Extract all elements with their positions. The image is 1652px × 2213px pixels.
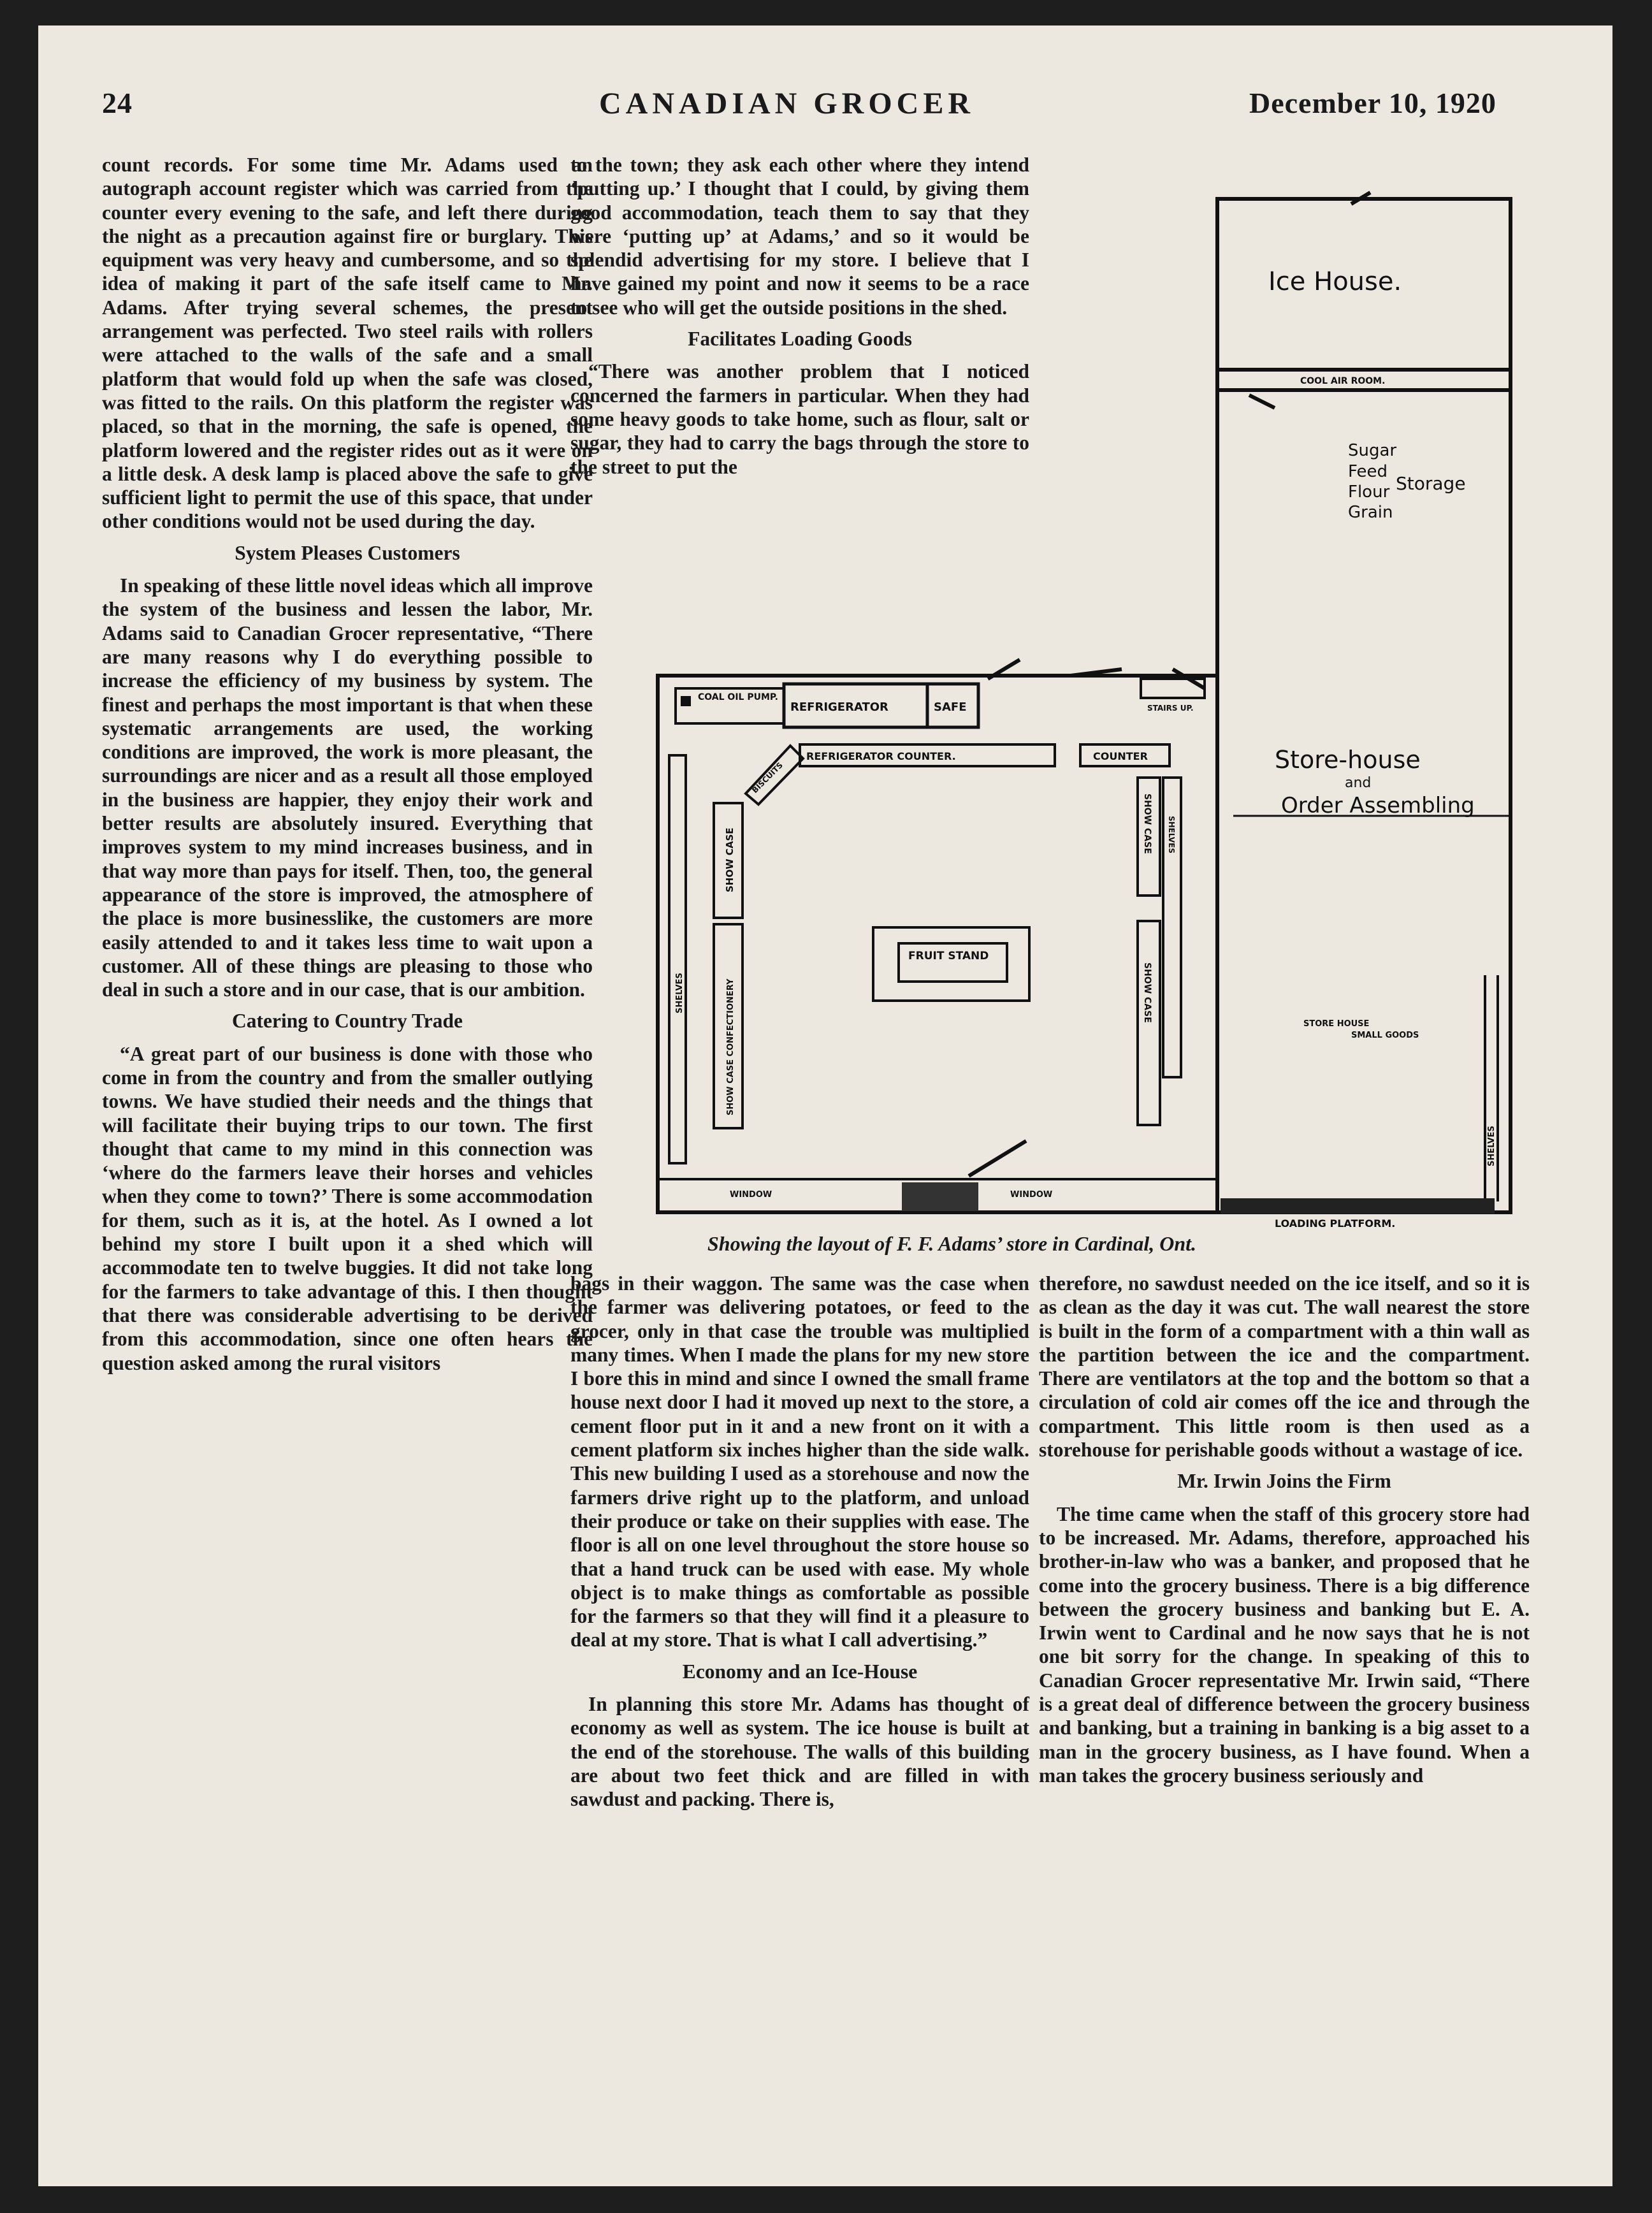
section-heading: Facilitates Loading Goods: [688, 328, 912, 351]
counter-label: COUNTER: [1093, 750, 1148, 762]
paragraph: In speaking of these little novel ideas which all improve the system of the business and lessen the labor, Mr. Adams said to Canadian Grocer representative, “There are many reasons why I do everything possible to increase the efficiency of my business by system. The finest and perhaps the most important is that when these systematic arrangements are used, the working conditions are improved, the work is more pleasant, the surroundings are nicer and as a result all those employed in the business are happier, they enjoy their work and better results are absolutely insured. Everything that improves system to my mind increases business, and in that way more than pays for itself. Then, too, the general appearance of the store is improved, the atmosphere of the place is more businesslike, the customers are more easily attended to and it takes less time to wait upon a customer. All of these things are pleasing to those who deal in such a store and in our case, that is our ambition.: [102, 574, 593, 1001]
section-heading: Catering to Country Trade: [232, 1010, 463, 1033]
column-3-bottom: [1039, 1272, 1530, 1787]
loading-platform: [1221, 1198, 1495, 1214]
entrance-mat: [902, 1182, 978, 1211]
issue-date: December 10, 1920: [1249, 87, 1496, 119]
column-2-bottom: [570, 1272, 1029, 1811]
coal-oil-pump-label: COAL OIL PUMP.: [698, 692, 778, 702]
cool-air-room-label: COOL AIR ROOM.: [1300, 376, 1386, 386]
shelves-right-label: SHELVES: [1487, 1126, 1496, 1166]
store-floor-plan: [612, 185, 1523, 1230]
paragraph: “A great part of our business is done with those who come in from the country and from the smaller outlying towns. We have studied their needs and the things that will facilitate their buying trips to our town. The first thought that came to my mind in this connection was ‘where do the farmers leave their horses and vehicles when they come to town?’ There is some accommodation for them, such as it is, at the hotel. As I owned a lot behind my store I built upon it a shed which will accommodate ten to twelve buggies. It did not take long for the farmers to take advantage of this. I then thought that there was considerable advertising to be derived from this accommodation, since one often hears the question asked among the rural visitors: [102, 1042, 593, 1374]
magazine-page: [38, 25, 1612, 2186]
loading-platform-label: LOADING PLATFORM.: [1275, 1217, 1396, 1230]
stairs-label: STAIRS UP.: [1147, 704, 1194, 713]
fruit-stand-label: FRUIT STAND: [908, 950, 989, 962]
paragraph: to the town; they ask each other where they intend ‘putting up.’ I thought that I could, by giving them good accommodation, teach them to say that they were ‘putting up’ at Adams,’ and so it would be splendid advertising for my store. I believe that I have gained my point and now it seems to be a race to see who will get the outside positions in the shed.: [570, 154, 1029, 319]
paragraph: count records. For some time Mr. Adams used an autograph account register which was carried from the counter every evening to the safe, and left there during the night as a precaution against fire or burglary. This equipment was very heavy and cumbersome, and so the idea of making it part of the safe itself came to Mr. Adams. After trying several schemes, the present arrangement was perfected. Two steel rails with rollers were attached to the walls of the safe and a small platform that would fold up when the safe was closed, was fitted to the rails. On this platform the register was placed, so that in the morning, the safe is opened, the platform lowered and the register rides out as it were on a little desk. A desk lamp is placed above the safe to give sufficient light to permit the use of this space, that under other conditions would not be used during the day.: [102, 154, 593, 533]
window-right-label: WINDOW: [1010, 1190, 1053, 1200]
paragraph: therefore, no sawdust needed on the ice itself, and so it is as clean as the day it was cut. The wall nearest the store is built in the form of a compartment with a thin wall as the partition between the ice and the compartment. There are ventilators at the top and the bottom so that a circulation of cold air comes off the ice and through the compartment. This little room is then used as a storehouse for perishable goods without a wastage of ice.: [1039, 1272, 1530, 1462]
biscuits-label: BISCUITS: [750, 760, 785, 795]
ice-house-label: Ice House.: [1268, 267, 1402, 296]
publication-title: CANADIAN GROCER: [599, 87, 975, 120]
paragraph: “There was another problem that I noticed concerned the farmers in particular. When they had some heavy goods to take home, such as flour, salt or sugar, they had to carry the bags through the store to the street to put the: [570, 360, 1029, 478]
feed-label: Feed: [1348, 462, 1388, 481]
storage-label: Storage: [1396, 473, 1466, 494]
show-case-confectionery-label: SHOW CASE CONFECTIONERY: [726, 978, 735, 1115]
safe-label: SAFE: [934, 700, 967, 714]
window-left-label: WINDOW: [730, 1190, 772, 1200]
refrigerator-counter-label: REFRIGERATOR COUNTER.: [806, 750, 956, 762]
paragraph: bags in their waggon. The same was the case when the farmer was delivering potatoes, or feed to the grocer, only in that case the trouble was multiplied many times. When I made the plans for my new store I bore this in mind and since I owned the small frame house next door I had it moved up next to the store, a cement floor put in it and a new front on it with a cement platform six inches higher than the side walk. This new building I used as a storehouse and now the farmers drive right up to the platform, and unload their produce or take on their supplies with ease. The floor is all on one level throughout the store house so that a hand truck can be used with ease. My whole object is to make things as comfortable as possible for the farmers so that they will find it a pleasure to deal at my store. That is what I call advertising.”: [570, 1272, 1029, 1651]
storehouse-label: Store-house: [1275, 746, 1421, 774]
shelves-left-label: SHELVES: [675, 973, 685, 1013]
and-label: and: [1345, 775, 1372, 791]
floor-plan-drawing: [612, 185, 1523, 1230]
refrigerator-label: REFRIGERATOR: [790, 700, 888, 714]
page-number: 24: [102, 87, 133, 119]
figure-caption: Showing the layout of F. F. Adams’ store in Cardinal, Ont.: [707, 1232, 1197, 1255]
storehouse-outline: [1217, 199, 1511, 1212]
show-case-right-bottom-label: SHOW CASE: [1142, 962, 1152, 1023]
paragraph: The time came when the staff of this grocery store had to be increased. Mr. Adams, therefore, approached his brother-in-law who was a banker, and proposed that he come into the grocery business. There is a big difference between the grocery business and banking but E. A. Irwin went to Cardinal and he now says that he is not one bit sorry for the change. In speaking of this to Canadian Grocer representative Mr. Irwin said, “There is a great deal of difference between the grocery business and banking, but a training in banking is a big asset to a man in the grocery business, as I have found. When a man takes the grocery business seriously and: [1039, 1502, 1530, 1787]
show-case-label: SHOW CASE: [724, 827, 735, 892]
column-1: [102, 153, 593, 1375]
order-assembling-label: Order Assembling: [1281, 793, 1475, 818]
section-heading: System Pleases Customers: [235, 541, 460, 564]
shelves-mid-label: SHELVES: [1167, 816, 1176, 854]
paragraph: In planning this store Mr. Adams has thought of economy as well as system. The ice house is built at the end of the storehouse. The walls of this building are about two feet thick and are filled in with sawdust and packing. There is,: [570, 1693, 1029, 1811]
small-goods-label: SMALL GOODS: [1351, 1031, 1419, 1040]
section-heading: Economy and an Ice-House: [682, 1660, 918, 1683]
show-case-right-top-label: SHOW CASE: [1142, 794, 1152, 854]
sugar-label: Sugar: [1348, 441, 1397, 460]
flour-label: Flour: [1348, 483, 1390, 502]
section-heading: Mr. Irwin Joins the Firm: [1177, 1470, 1391, 1493]
store-house-small-label: STORE HOUSE: [1303, 1019, 1370, 1029]
grain-label: Grain: [1348, 503, 1393, 522]
